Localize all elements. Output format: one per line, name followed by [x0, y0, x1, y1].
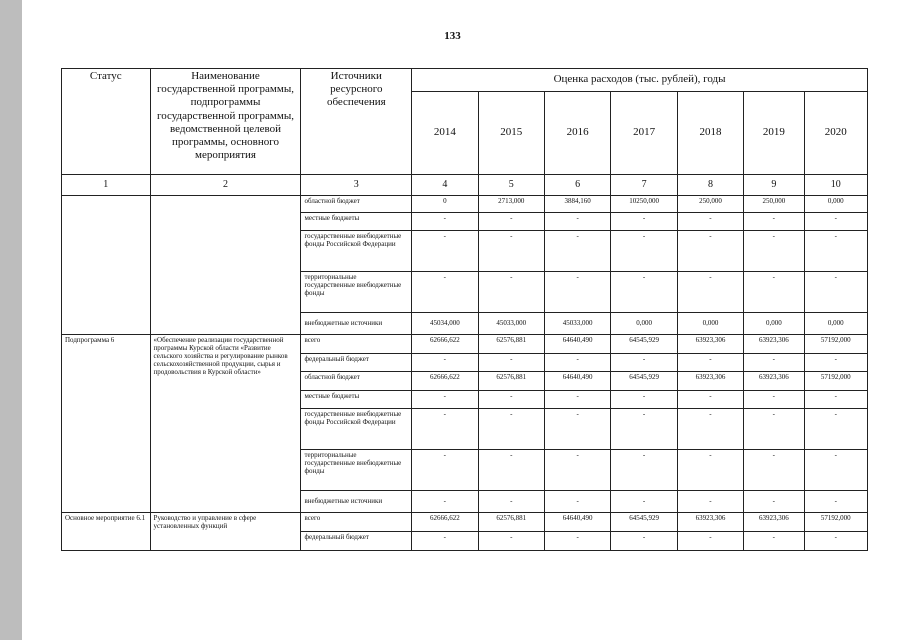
source-cell: областной бюджет — [301, 372, 412, 391]
header-year: 2014 — [412, 92, 478, 175]
value-cell: - — [611, 354, 677, 372]
value-cell: - — [412, 491, 478, 513]
value-cell: - — [677, 491, 743, 513]
header-costs: Оценка расходов (тыс. рублей), годы — [412, 69, 868, 92]
value-cell: 64640,490 — [544, 335, 610, 354]
value-cell: - — [478, 354, 544, 372]
value-cell: - — [804, 532, 867, 551]
value-cell: - — [544, 450, 610, 491]
source-cell: государственные внебюджетные фонды Российской Федерации — [301, 409, 412, 450]
value-cell: - — [478, 450, 544, 491]
value-cell: - — [412, 391, 478, 409]
column-number: 7 — [611, 175, 677, 196]
value-cell: - — [804, 354, 867, 372]
value-cell: 63923,306 — [677, 372, 743, 391]
value-cell: - — [544, 391, 610, 409]
value-cell: - — [611, 409, 677, 450]
source-cell: федеральный бюджет — [301, 532, 412, 551]
value-cell: - — [611, 213, 677, 231]
value-cell: 3884,160 — [544, 196, 610, 213]
source-cell: территориальные государственные внебюджетные фонды — [301, 450, 412, 491]
row-name — [150, 196, 301, 335]
value-cell: 10250,000 — [611, 196, 677, 213]
value-cell: - — [744, 231, 804, 272]
value-cell: 63923,306 — [677, 335, 743, 354]
column-number: 6 — [544, 175, 610, 196]
value-cell: 45033,000 — [478, 313, 544, 335]
value-cell: - — [544, 354, 610, 372]
scan-left-edge — [0, 0, 22, 640]
value-cell: - — [677, 213, 743, 231]
value-cell: 62666,622 — [412, 372, 478, 391]
value-cell: - — [677, 272, 743, 313]
value-cell: - — [611, 491, 677, 513]
value-cell: - — [544, 491, 610, 513]
value-cell: 250,000 — [744, 196, 804, 213]
value-cell: - — [677, 532, 743, 551]
value-cell: 64640,490 — [544, 372, 610, 391]
value-cell: 250,000 — [677, 196, 743, 213]
value-cell: - — [412, 532, 478, 551]
value-cell: 63923,306 — [744, 335, 804, 354]
value-cell: 62576,881 — [478, 335, 544, 354]
source-cell: местные бюджеты — [301, 213, 412, 231]
header-year: 2017 — [611, 92, 677, 175]
value-cell: 57192,000 — [804, 513, 867, 532]
value-cell: 62576,881 — [478, 372, 544, 391]
value-cell: - — [744, 532, 804, 551]
value-cell: - — [611, 272, 677, 313]
source-cell: всего — [301, 335, 412, 354]
value-cell: - — [478, 409, 544, 450]
column-number: 1 — [62, 175, 151, 196]
value-cell: - — [677, 354, 743, 372]
source-cell: федеральный бюджет — [301, 354, 412, 372]
value-cell: 2713,000 — [478, 196, 544, 213]
header-year: 2019 — [744, 92, 804, 175]
value-cell: - — [744, 391, 804, 409]
value-cell: 62666,622 — [412, 513, 478, 532]
value-cell: - — [478, 391, 544, 409]
value-cell: 64640,490 — [544, 513, 610, 532]
value-cell: - — [744, 491, 804, 513]
source-cell: внебюджетные источники — [301, 313, 412, 335]
value-cell: - — [478, 491, 544, 513]
value-cell: - — [744, 213, 804, 231]
value-cell: - — [677, 391, 743, 409]
value-cell: 0,000 — [804, 313, 867, 335]
value-cell: 0,000 — [804, 196, 867, 213]
column-number: 4 — [412, 175, 478, 196]
value-cell: - — [478, 231, 544, 272]
value-cell: 0 — [412, 196, 478, 213]
value-cell: - — [412, 450, 478, 491]
header-status: Статус — [62, 69, 151, 175]
value-cell: 45033,000 — [544, 313, 610, 335]
source-cell: областной бюджет — [301, 196, 412, 213]
value-cell: - — [544, 213, 610, 231]
value-cell: - — [611, 532, 677, 551]
value-cell: - — [412, 354, 478, 372]
column-number: 5 — [478, 175, 544, 196]
value-cell: - — [611, 391, 677, 409]
value-cell: - — [412, 272, 478, 313]
value-cell: 64545,929 — [611, 335, 677, 354]
value-cell: 0,000 — [611, 313, 677, 335]
value-cell: - — [677, 450, 743, 491]
value-cell: - — [544, 409, 610, 450]
value-cell: - — [412, 213, 478, 231]
header-name: Наименование государственной программы, подпрограммы государственной программы, ведомственной целевой программы, основного мероприятия — [150, 69, 301, 175]
value-cell: - — [744, 354, 804, 372]
value-cell: - — [744, 409, 804, 450]
source-cell: территориальные государственные внебюджетные фонды — [301, 272, 412, 313]
header-year: 2016 — [544, 92, 610, 175]
header-year: 2018 — [677, 92, 743, 175]
value-cell: 0,000 — [744, 313, 804, 335]
value-cell: - — [544, 272, 610, 313]
value-cell: - — [804, 391, 867, 409]
value-cell: 64545,929 — [611, 513, 677, 532]
page-number: 133 — [444, 30, 461, 42]
value-cell: 64545,929 — [611, 372, 677, 391]
value-cell: - — [478, 532, 544, 551]
row-status — [62, 196, 151, 335]
value-cell: - — [804, 491, 867, 513]
value-cell: - — [804, 231, 867, 272]
column-number: 10 — [804, 175, 867, 196]
value-cell: 62666,622 — [412, 335, 478, 354]
row-name: Руководство и управление в сфере установленных функций — [150, 513, 301, 551]
source-cell: внебюджетные источники — [301, 491, 412, 513]
column-number: 8 — [677, 175, 743, 196]
value-cell: 0,000 — [677, 313, 743, 335]
value-cell: - — [744, 272, 804, 313]
column-number: 3 — [301, 175, 412, 196]
value-cell: - — [412, 231, 478, 272]
source-cell: местные бюджеты — [301, 391, 412, 409]
value-cell: - — [544, 532, 610, 551]
value-cell: 57192,000 — [804, 335, 867, 354]
value-cell: 63923,306 — [677, 513, 743, 532]
source-cell: государственные внебюджетные фонды Российской Федерации — [301, 231, 412, 272]
value-cell: - — [677, 231, 743, 272]
value-cell: - — [804, 450, 867, 491]
value-cell: - — [412, 409, 478, 450]
header-sources: Источники ресурсного обеспечения — [301, 69, 412, 175]
source-cell: всего — [301, 513, 412, 532]
value-cell: - — [544, 231, 610, 272]
header-year: 2015 — [478, 92, 544, 175]
header-year: 2020 — [804, 92, 867, 175]
value-cell: 62576,881 — [478, 513, 544, 532]
budget-table — [61, 68, 868, 551]
row-status: Подпрограмма 6 — [62, 335, 151, 513]
value-cell: - — [677, 409, 743, 450]
value-cell: - — [804, 272, 867, 313]
row-status: Основное мероприятие 6.1 — [62, 513, 151, 551]
value-cell: - — [611, 450, 677, 491]
value-cell: - — [744, 450, 804, 491]
value-cell: - — [804, 409, 867, 450]
value-cell: - — [478, 272, 544, 313]
value-cell: - — [611, 231, 677, 272]
value-cell: 45034,000 — [412, 313, 478, 335]
column-number: 2 — [150, 175, 301, 196]
value-cell: 57192,000 — [804, 372, 867, 391]
value-cell: 63923,306 — [744, 372, 804, 391]
row-name: «Обеспечение реализации государственной программы Курской области «Развитие сельского хозяйства и регулирование рынков сельскохозяйственной продукции, сырья и продовольствия в Курской области» — [150, 335, 301, 513]
value-cell: 63923,306 — [744, 513, 804, 532]
column-number: 9 — [744, 175, 804, 196]
value-cell: - — [804, 213, 867, 231]
value-cell: - — [478, 213, 544, 231]
